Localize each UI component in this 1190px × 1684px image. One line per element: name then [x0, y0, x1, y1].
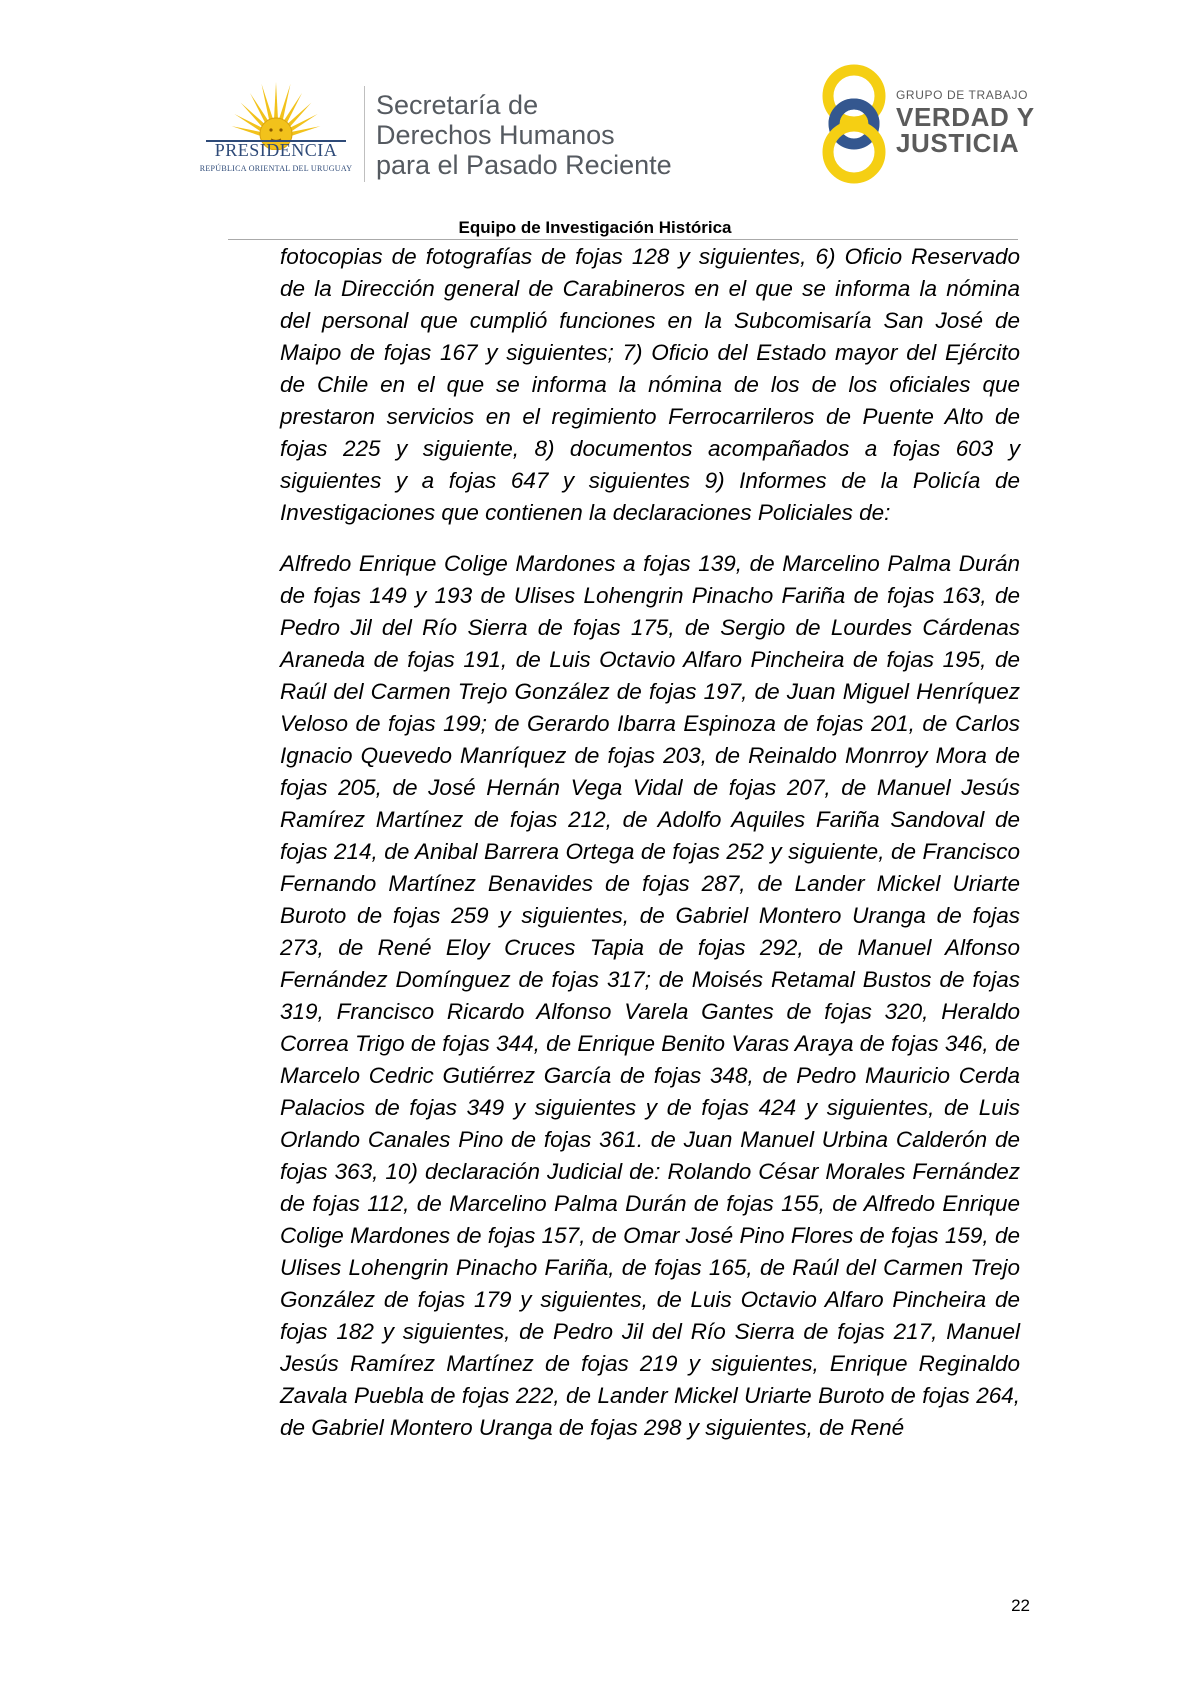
secretaria-line3: para el Pasado Reciente [376, 150, 672, 180]
header-divider [364, 86, 365, 182]
body-paragraph-1: fotocopias de fotografías de fojas 128 y siguientes, 6) Oficio Reservado de la Dirección general de Carabineros en el que se informa la nómina del personal que cumplió funciones en la Subcomisaría San José de Maipo de fojas 167 y siguientes; 7) Oficio del Estado mayor del Ejército de Chile en el que se informa la nómina de los de los oficiales que prestaron servicios en el regimiento Ferrocarrileros de Puente Alto de fojas 225 y siguiente, 8) documentos acompañados a fojas 603 y siguientes y a fojas 647 y siguientes 9) Informes de la Policía de Investigaciones que contienen la declaraciones Policiales de: [280, 244, 1020, 525]
document-body [280, 241, 1020, 1444]
team-title: Equipo de Investigación Histórica [458, 218, 732, 237]
gt-line1: GRUPO DE TRABAJO [896, 88, 1029, 102]
presidencia-subtitle: REPÚBLICA ORIENTAL DEL URUGUAY [199, 164, 353, 173]
header-rule [228, 239, 1018, 240]
body-paragraph-2: Alfredo Enrique Colige Mardones a fojas 139, de Marcelino Palma Durán de fojas 149 y 193 de Ulises Lohengrin Pinacho Fariña de fojas 163, de Pedro Jil del Río Sierra de fojas 175, de Sergio de Lourdes Cárdenas Araneda de fojas 191, de Luis Octavio Alfaro Pincheira de fojas 195, de Raúl del Carmen Trejo González de fojas 197, de Juan Miguel Henríquez Veloso de fojas 199; de Gerardo Ibarra Espinoza de fojas 201, de Carlos Ignacio Quevedo Manríquez de fojas 203, de Reinaldo Monrroy Mora de fojas 205, de José Hernán Vega Vidal de fojas 207, de Manuel Jesús Ramírez Martínez de fojas 212, de Adolfo Aquiles Fariña Sandoval de fojas 214, de Anibal Barrera Ortega de fojas 252 y siguiente, de Francisco Fernando Martínez Benavides de fojas 287, de Lander Mickel Uriarte Buroto de fojas 259 y siguientes, de Gabriel Montero Uranga de fojas 273, de René Eloy Cruces Tapia de fojas 292, de Manuel Alfonso Fernández Domínguez de fojas 317; de Moisés Retamal Bustos de fojas 319, Francisco Ricardo Alfonso Varela Gantes de fojas 320, Heraldo Correa Trigo de fojas 344, de Enrique Benito Varas Araya de fojas 346, de Marcelo Cedric Gutiérrez García de fojas 348, de Pedro Mauricio Cerda Palacios de fojas 349 y siguientes y de fojas 424 y siguientes, de Luis Orlando Canales Pino de fojas 361. de Juan Manuel Urbina Calderón de fojas 363, 10) declaración Judicial de: Rolando César Morales Fernández de fojas 112, de Marcelino Palma Durán de fojas 155, de Alfredo Enrique Colige Mardones de fojas 157, de Omar José Pino Flores de fojas 159, de Ulises Lohengrin Pinacho Fariña, de fojas 165, de Raúl del Carmen Trejo González de fojas 179 y siguientes, de Luis Octavio Alfaro Pincheira de fojas 182 y siguientes, de Pedro Jil del Río Sierra de fojas 217, Manuel Jesús Ramírez Martínez de fojas 219 y siguientes, Enrique Reginaldo Zavala Puebla de fojas 222, de Lander Mickel Uriarte Buroto de fojas 264, de Gabriel Montero Uranga de fojas 298 y siguientes, de René [280, 551, 1020, 1440]
verdad-justicia-logo-text [896, 88, 1035, 156]
secretaria-line1: Secretaría de [376, 90, 539, 120]
secretaria-logo-text [376, 90, 672, 180]
page-number: 22 [1011, 1596, 1030, 1615]
secretaria-line2: Derechos Humanos [376, 120, 615, 150]
presidencia-name: PRESIDENCIA [214, 140, 338, 160]
page-header [0, 0, 1190, 240]
gt-line3: JUSTICIA [896, 128, 1020, 158]
gt-line2: VERDAD Y [896, 102, 1035, 132]
